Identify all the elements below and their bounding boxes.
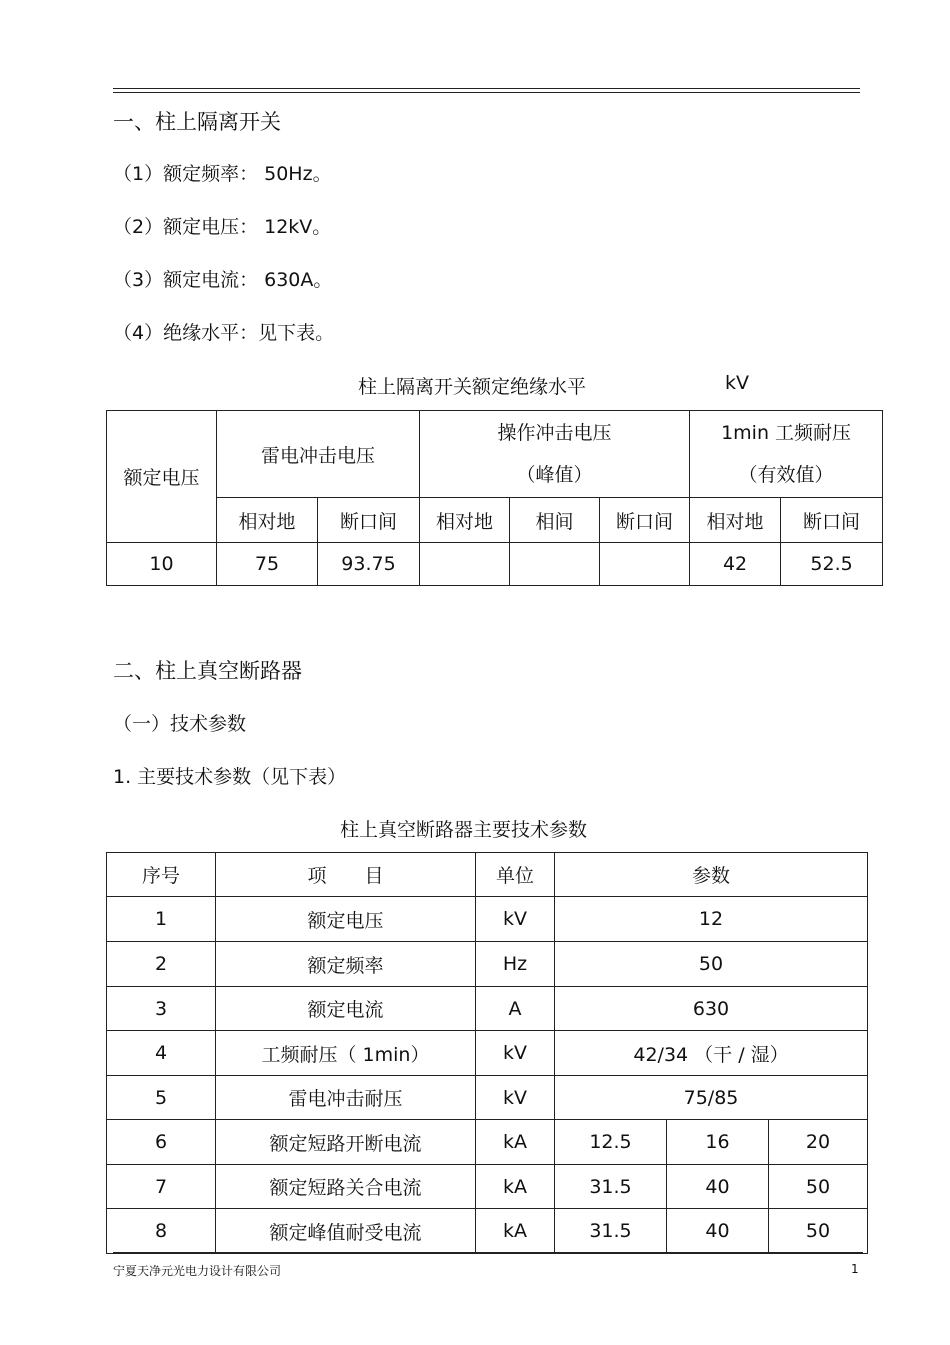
footer-rule xyxy=(113,1252,863,1253)
table-cell: 42 xyxy=(690,543,781,586)
header-power-frequency xyxy=(690,411,883,498)
row-value: 50 xyxy=(555,942,868,987)
table-cell: 93.75 xyxy=(318,543,420,586)
header-rule xyxy=(113,88,860,93)
table-cell xyxy=(600,543,690,586)
row-no: 1 xyxy=(107,897,216,942)
row-value: 40 xyxy=(667,1209,769,1254)
row-value: 12.5 xyxy=(555,1120,667,1165)
row-item: 额定电压 xyxy=(216,897,476,942)
header-switching-line1: 操作冲击电压 xyxy=(497,422,612,444)
header-power-frequency-line2: （有效值） xyxy=(738,464,834,486)
header-lightning: 雷电冲击电压 xyxy=(217,411,420,498)
row-item: 额定短路关合电流 xyxy=(216,1165,476,1209)
row-no: 3 xyxy=(107,987,216,1031)
row-item: 额定频率 xyxy=(216,942,476,987)
row-no: 8 xyxy=(107,1209,216,1254)
page-number: 1 xyxy=(851,1262,859,1276)
row-value: 31.5 xyxy=(555,1209,667,1254)
subheader-cell: 断口间 xyxy=(318,498,420,543)
section2-item: 1. 主要技术参数（见下表） xyxy=(113,766,347,788)
row-value: 16 xyxy=(667,1120,769,1165)
section1-heading: 一、柱上隔离开关 xyxy=(113,110,281,134)
table-cell xyxy=(510,543,600,586)
row-item: 额定电流 xyxy=(216,987,476,1031)
header-switching-line2: （峰值） xyxy=(516,464,593,486)
row-no: 7 xyxy=(107,1165,216,1209)
insulation-table xyxy=(106,410,883,586)
row-value: 40 xyxy=(667,1165,769,1209)
subheader-cell: 断口间 xyxy=(781,498,883,543)
table1-caption: 柱上隔离开关额定绝缘水平 xyxy=(358,376,587,398)
row-value: 31.5 xyxy=(555,1165,667,1209)
header-item: 项 目 xyxy=(216,853,476,897)
header-switching xyxy=(420,411,690,498)
row-value: 50 xyxy=(769,1165,868,1209)
row-value: 42/34 （干 / 湿） xyxy=(555,1031,868,1076)
row-unit: kA xyxy=(476,1120,555,1165)
row-unit: kV xyxy=(476,897,555,942)
spec-frequency: （1）额定频率： 50Hz。 xyxy=(113,163,332,185)
subheader-cell: 相对地 xyxy=(690,498,781,543)
row-no: 4 xyxy=(107,1031,216,1076)
table-cell: 10 xyxy=(107,543,217,586)
row-value: 20 xyxy=(769,1120,868,1165)
row-no: 5 xyxy=(107,1076,216,1120)
header-power-frequency-line1: 1min 工频耐压 xyxy=(721,422,852,444)
section2-heading: 二、柱上真空断路器 xyxy=(113,659,302,683)
breaker-parameter-table xyxy=(106,852,868,1254)
table1-unit: kV xyxy=(725,372,750,394)
table-cell: 75 xyxy=(217,543,318,586)
row-unit: kV xyxy=(476,1076,555,1120)
footer-company: 宁夏天净元光电力设计有限公司 xyxy=(113,1264,282,1278)
row-value: 12 xyxy=(555,897,868,942)
row-no: 6 xyxy=(107,1120,216,1165)
row-item: 额定短路开断电流 xyxy=(216,1120,476,1165)
row-unit: kA xyxy=(476,1209,555,1254)
table-cell: 52.5 xyxy=(781,543,883,586)
row-unit: Hz xyxy=(476,942,555,987)
row-value: 630 xyxy=(555,987,868,1031)
header-value: 参数 xyxy=(555,853,868,897)
row-unit: A xyxy=(476,987,555,1031)
subheader-cell: 相对地 xyxy=(217,498,318,543)
subheader-cell: 相对地 xyxy=(420,498,510,543)
spec-voltage: （2）额定电压： 12kV。 xyxy=(113,216,332,238)
row-unit: kV xyxy=(476,1031,555,1076)
header-unit: 单位 xyxy=(476,853,555,897)
row-item: 雷电冲击耐压 xyxy=(216,1076,476,1120)
header-rated-voltage: 额定电压 xyxy=(107,411,217,543)
row-unit: kA xyxy=(476,1165,555,1209)
spec-current: （3）额定电流： 630A。 xyxy=(113,269,333,291)
table2-caption: 柱上真空断路器主要技术参数 xyxy=(340,819,588,841)
spec-insulation: （4）绝缘水平：见下表。 xyxy=(113,322,335,344)
header-no: 序号 xyxy=(107,853,216,897)
row-value: 50 xyxy=(769,1209,868,1254)
subheader-cell: 相间 xyxy=(510,498,600,543)
subheader-cell: 断口间 xyxy=(600,498,690,543)
row-item: 工频耐压（ 1min） xyxy=(216,1031,476,1076)
row-item: 额定峰值耐受电流 xyxy=(216,1209,476,1254)
section2-subheading: （一）技术参数 xyxy=(113,713,247,735)
row-no: 2 xyxy=(107,942,216,987)
table-cell xyxy=(420,543,510,586)
row-value: 75/85 xyxy=(555,1076,868,1120)
